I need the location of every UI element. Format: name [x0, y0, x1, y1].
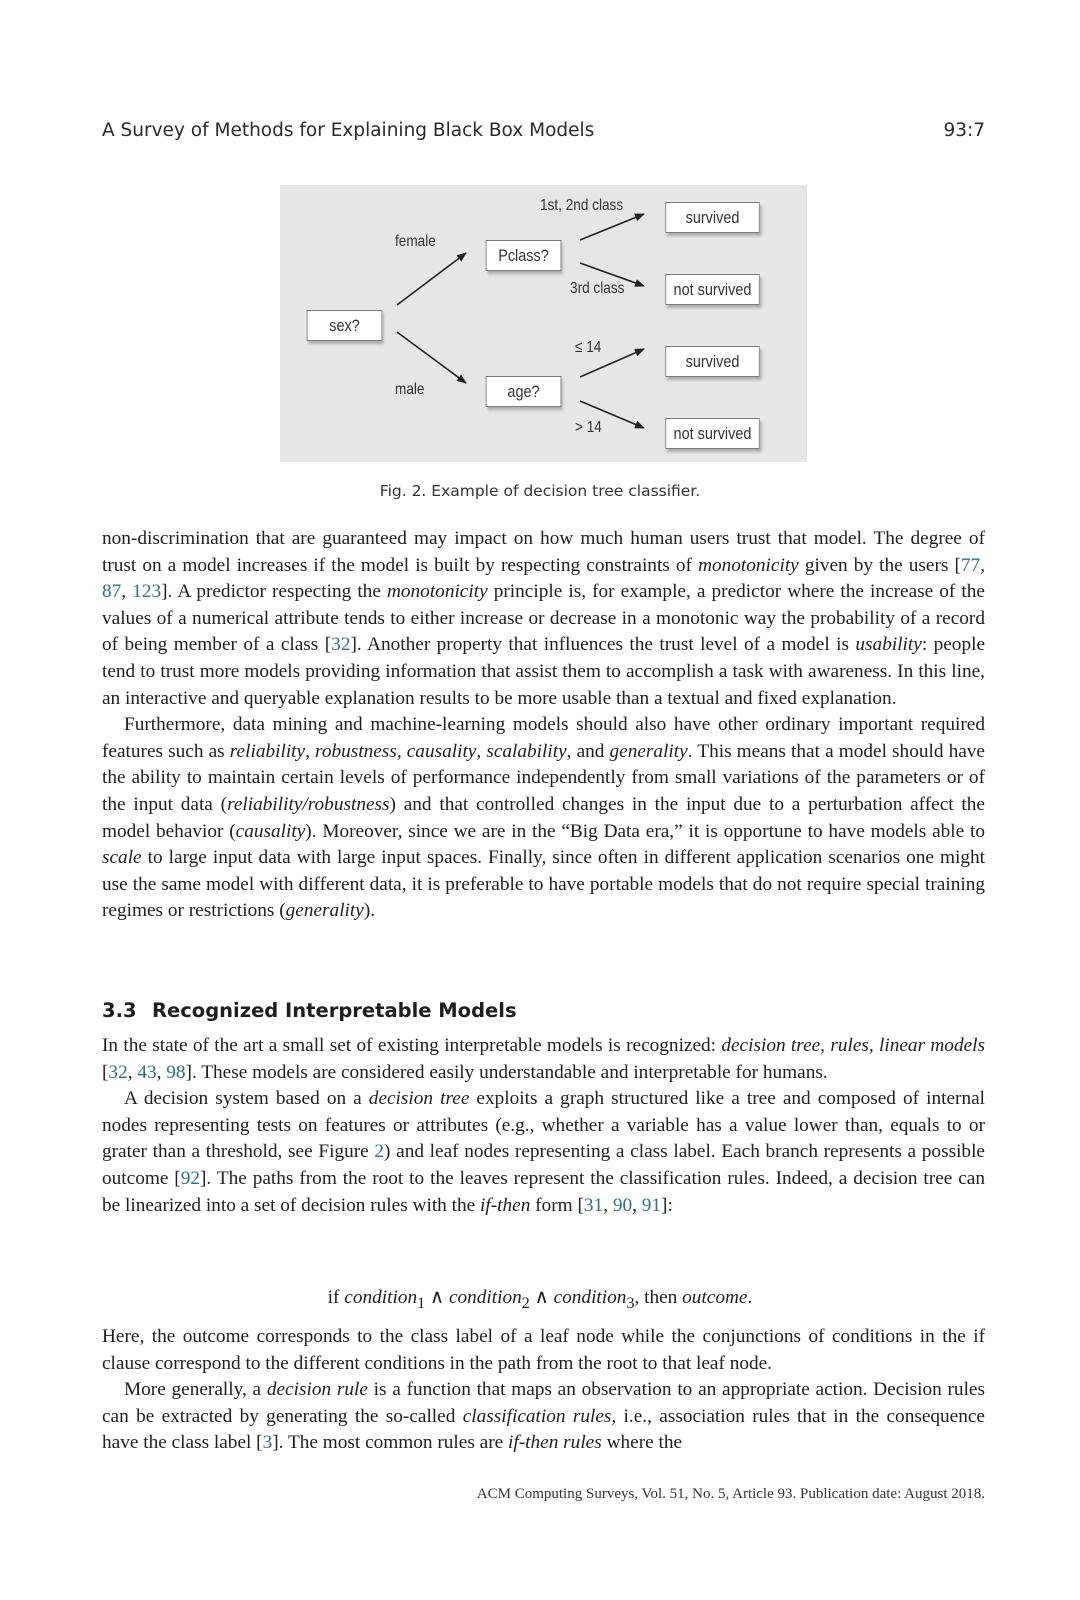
paragraph-features [102, 712, 985, 925]
node-pclass: Pclass? [486, 240, 562, 271]
emphasis: causality [235, 820, 306, 842]
emphasis: decision tree [368, 1088, 470, 1110]
paragraph-trust [102, 526, 985, 712]
text: non-discrimination that are guaranteed may impact on how much human users trust that model. The degree of trust on a model increases if the model is built by respecting constraints of [102, 528, 985, 576]
formula-and: ∧ [425, 1287, 449, 1308]
text: where the [601, 1432, 683, 1454]
text: , [603, 1194, 613, 1216]
formula-end: . [747, 1287, 753, 1308]
citation-link[interactable]: 92 [180, 1167, 201, 1189]
text: ) and leaf nodes representing a class label. Each branch represents a possible outcome [ [102, 1141, 985, 1189]
text: ]. These models are considered easily understandable and interpretable for humans. [185, 1061, 828, 1083]
edge-female [397, 253, 466, 305]
text: ). Moreover, since we are in the “Big Data era,” it is opportune to have models able to [305, 820, 985, 842]
body-block-2 [102, 1033, 985, 1219]
text: Here, the outcome corresponds to the class label of a leaf node while the conjunctions of conditions in the if clause correspond to the different conditions in the path from the root to that leaf node. [102, 1326, 985, 1374]
emphasis: scale [102, 847, 142, 869]
paragraph-outcome [102, 1324, 985, 1377]
emphasis: reliability [229, 740, 306, 762]
text: More generally, a [124, 1379, 267, 1401]
emphasis: classification rules [462, 1405, 612, 1427]
text: ]: [661, 1194, 673, 1216]
emphasis: usability [855, 634, 922, 656]
formula-condition: condition [553, 1287, 627, 1308]
citation-link[interactable]: 98 [166, 1061, 186, 1083]
node-sex: sex? [307, 310, 383, 341]
formula-condition: condition [448, 1287, 522, 1308]
text: ]. The paths from the root to the leaves represent the classification rules. Indeed, a decision tree can be linearized into a set of decision rules with the [102, 1167, 985, 1216]
decision-rule-formula [0, 1285, 1080, 1313]
edge-male [397, 332, 466, 383]
formula-and: ∧ [529, 1287, 554, 1308]
text: ]. The most common rules are [272, 1432, 509, 1454]
emphasis: reliability/robustness [227, 793, 390, 815]
edge-class12 [580, 214, 644, 240]
label-class3: 3rd class [570, 280, 625, 297]
node-age: age? [486, 376, 562, 407]
running-head [102, 120, 985, 148]
citation-link[interactable]: 31 [583, 1194, 604, 1216]
emphasis: generality [285, 900, 364, 922]
section-number: 3.3 [102, 999, 137, 1022]
emphasis: causality [406, 740, 477, 762]
text: A decision system based on a [124, 1088, 369, 1110]
emphasis: decision tree, rules, linear models [721, 1035, 986, 1056]
citation-link[interactable]: 90 [612, 1194, 633, 1216]
emphasis: if-then rules [508, 1432, 602, 1454]
formula-subscript: 1 [417, 1294, 426, 1312]
text: is a function that maps an observation to an appropriate action. Decision rules can be extracted by generating the so-called [102, 1379, 985, 1427]
citation-link[interactable]: 91 [641, 1194, 662, 1216]
leaf-not-survived-2: not survived [665, 418, 759, 449]
text: exploits a graph structured like a tree and composed of internal nodes representing tests on features or attributes (e.g., whether a variable has a value lower than, equals to or grater than a threshold, see Figure [102, 1088, 985, 1163]
text: ]. A predictor respecting the [161, 581, 387, 603]
text: principle is, for example, a predictor where the increase of the values of a numerical attribute tends to either increase or decrease in a monotonic way the probability of a record of being member of a class [ [102, 581, 985, 656]
text: [ [102, 1061, 109, 1083]
emphasis: robustness [315, 740, 397, 762]
figure-caption: Fig. 2. Example of decision tree classifier. [379, 482, 701, 500]
page-number: 93:7 [943, 120, 985, 141]
paragraph-interpretable-models [102, 1033, 985, 1086]
citation-link[interactable]: 77 [960, 554, 981, 576]
citation-link[interactable]: 123 [132, 581, 162, 603]
emphasis: monotonicity [698, 554, 799, 576]
text: Furthermore, data mining and machine-learning models should also have other ordinary important required features such as [102, 714, 985, 762]
text: , i.e., association rules that in the consequence have the class label [ [102, 1405, 985, 1454]
formula-subscript: 2 [521, 1294, 530, 1312]
emphasis: monotonicity [386, 581, 488, 603]
label-male: male [395, 381, 425, 398]
emphasis: generality [609, 740, 688, 762]
page-footer: ACM Computing Surveys, Vol. 51, No. 5, Article 93. Publication date: August 2018. [476, 1486, 985, 1502]
leaf-survived-1: survived [665, 202, 759, 233]
emphasis: if-then [480, 1194, 531, 1216]
section-heading [102, 999, 517, 1022]
formula-outcome: outcome [682, 1287, 748, 1308]
running-head-title: A Survey of Methods for Explaining Black Box Models [102, 120, 595, 141]
text: , [980, 554, 986, 576]
leaf-not-survived-1: not survived [665, 274, 759, 305]
text: ]. Another property that influences the trust level of a model is [350, 634, 856, 656]
text: , [127, 1061, 138, 1083]
label-class12: 1st, 2nd class [540, 197, 624, 214]
text: , [305, 740, 316, 762]
text: , [632, 1194, 642, 1216]
text: , and [566, 740, 610, 762]
figure-link[interactable]: 2 [374, 1141, 385, 1163]
text: , [396, 740, 407, 762]
leaf-survived-2: survived [665, 346, 759, 377]
section-title: Recognized Interpretable Models [152, 999, 517, 1022]
citation-link[interactable]: 32 [108, 1061, 128, 1083]
body-block-1 [102, 526, 985, 925]
text: ) and that controlled changes in the input due to a perturbation affect the model behavior ( [102, 793, 985, 842]
citation-link[interactable]: 43 [137, 1061, 157, 1083]
citation-link[interactable]: 3 [262, 1432, 273, 1454]
formula-subscript: 3 [626, 1294, 635, 1312]
text: In the state of the art a small set of existing interpretable models is recognized: [102, 1035, 722, 1056]
text: , [121, 581, 133, 603]
paragraph-decision-rule [102, 1377, 985, 1457]
text: , [476, 740, 487, 762]
formula-then: , then [634, 1287, 683, 1308]
text: : people tend to trust more models providing information that assist them to accomplish a task with awareness. In this line, an interactive and queryable explanation results to be more usable than a textual and fixed explanation. [102, 634, 986, 709]
text: form [ [530, 1194, 584, 1216]
label-le14: ≤ 14 [575, 339, 602, 356]
label-gt14: > 14 [575, 419, 602, 436]
text: ). [363, 900, 376, 922]
citation-link[interactable]: 87 [102, 581, 122, 603]
decision-tree-figure [280, 185, 807, 462]
emphasis: scalability [486, 740, 567, 762]
body-block-3 [102, 1324, 985, 1457]
citation-link[interactable]: 32 [331, 634, 351, 656]
text: , [156, 1061, 167, 1083]
paragraph-decision-tree [102, 1086, 985, 1219]
label-female: female [395, 233, 436, 250]
emphasis: decision rule [266, 1379, 368, 1401]
formula-condition: condition [344, 1287, 418, 1308]
text: to large input data with large input spaces. Finally, since often in different application scenarios one might use the same model with different data, it is preferable to have portable models that do not require special training regimes or restrictions ( [102, 847, 985, 922]
formula-if: if [327, 1287, 345, 1308]
text: . This means that a model should have the ability to maintain certain levels of performance independently from small variations of the parameters or of the input data ( [102, 740, 985, 815]
text: given by the users [ [798, 554, 961, 576]
